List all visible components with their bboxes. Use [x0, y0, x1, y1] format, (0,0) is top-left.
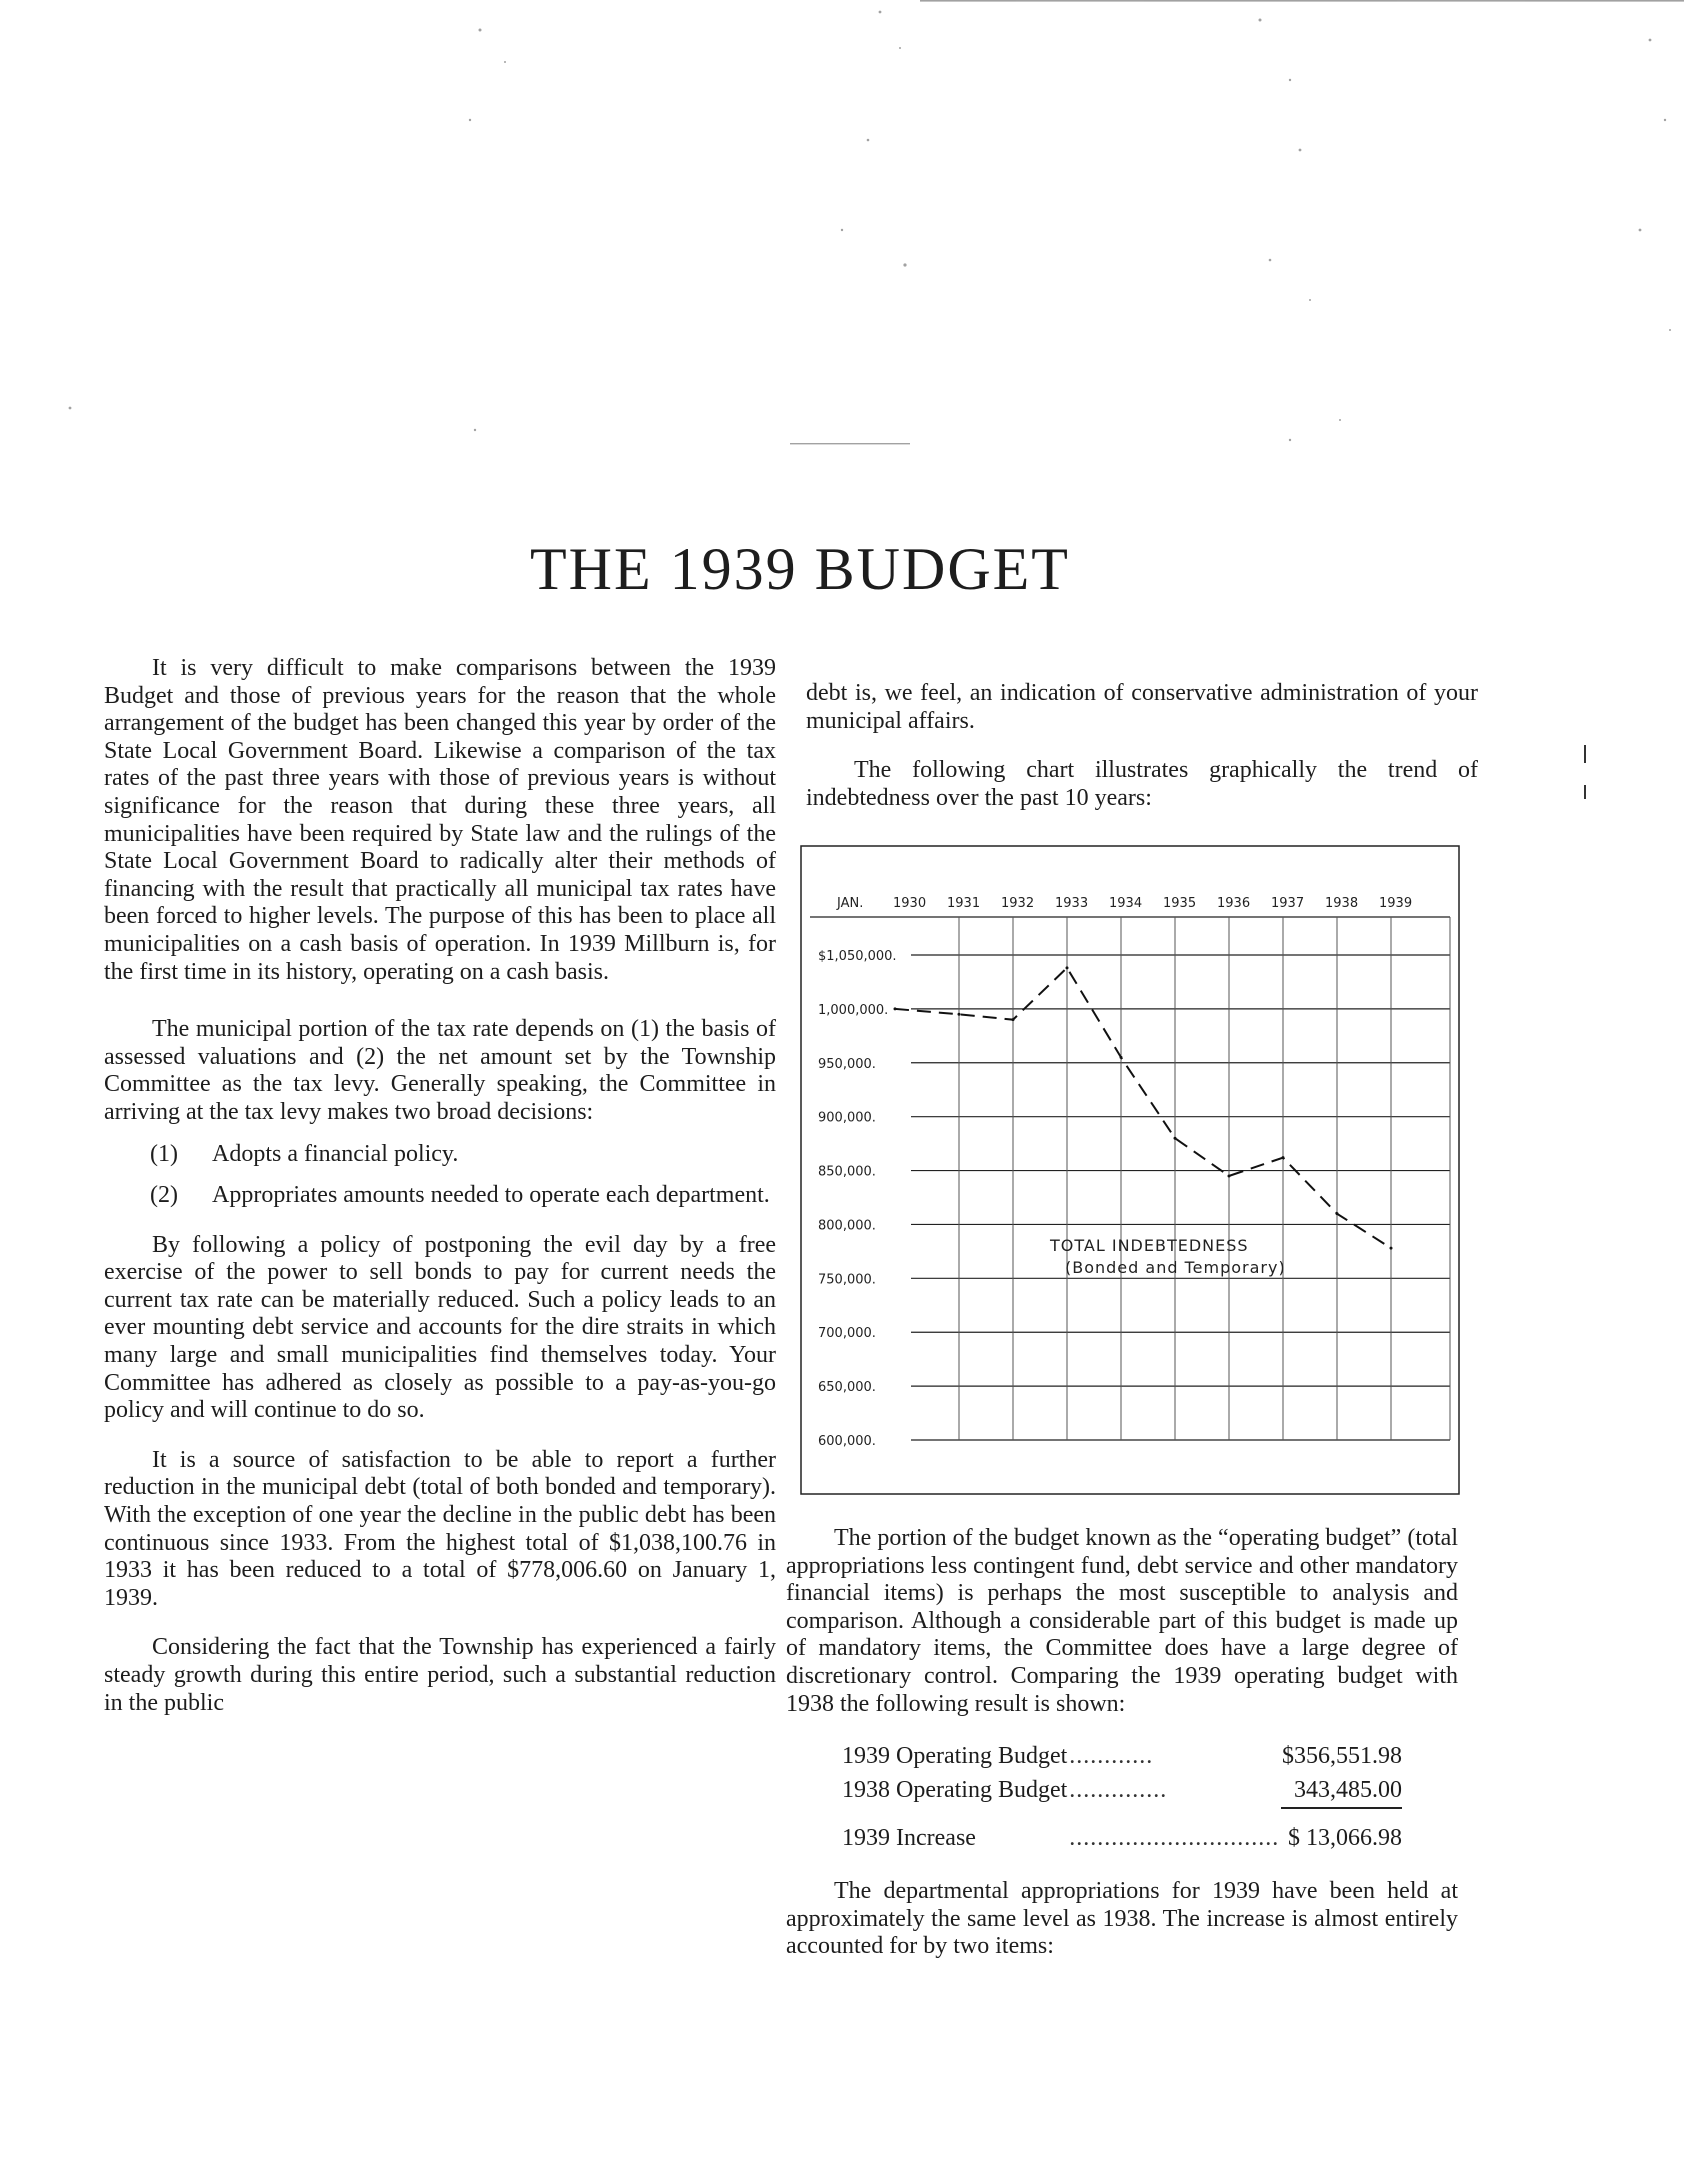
x-tick-label: 1932: [1001, 896, 1035, 911]
conservative-admin-paragraph: debt is, we feel, an indication of conservative administration of your municipal affairs.: [806, 680, 1478, 734]
y-tick-label: 750,000.: [818, 1272, 876, 1288]
y-tick-label: 800,000.: [818, 1218, 876, 1234]
x-tick-label: 1935: [1163, 896, 1197, 911]
budget-amount: 343,485.00: [1294, 1776, 1402, 1803]
y-tick-label: 650,000.: [818, 1380, 876, 1396]
list-item-number: (2): [150, 1182, 178, 1209]
list-item-number: (1): [150, 1140, 178, 1167]
y-tick-label: 1,000,000.: [818, 1002, 889, 1018]
x-tick-label: 1933: [1055, 896, 1089, 911]
table-row: [842, 1774, 1402, 1809]
data-point: [1174, 1137, 1177, 1140]
x-tick-label: 1930: [893, 896, 927, 911]
operating-budget-table: [842, 1740, 1402, 1856]
x-tick-label: 1931: [947, 896, 981, 911]
intro-paragraph: It is very difficult to make comparisons between the 1939 Budget and those of previous years for the reason that the whole arrangement of the budget has been changed this year by order of the State Local Government Board. Likewise a comparison of the tax rates of the past three years with those of previous years is without significance for the reason that during these three years, all municipalities have been required by State law and the rulings of the State Local Government Board to radically alter their methods of financing with the result that practically all municipal tax rates have been forced to higher levels. The purpose of this has been to place all municipalities on a cash basis of operation. In 1939 Millburn is, for the first time in its history, operating on a cash basis.: [104, 655, 776, 985]
series-line: [895, 968, 1391, 1248]
list-item-text: Appropriates amounts needed to operate each department.: [212, 1182, 770, 1209]
x-axis-prefix: JAN.: [837, 896, 864, 911]
data-point: [1336, 1212, 1339, 1215]
data-point: [958, 1013, 961, 1016]
budget-label: 1938 Operating Budget: [842, 1777, 1068, 1804]
right-column-top: [806, 680, 1478, 812]
table-row: [842, 1740, 1402, 1774]
debt-reduction-paragraph: It is a source of satisfaction to be able to report a further reduction in the municipal debt (total of both bonded and temporary). With the exception of one year the decline in the public debt has been continuous since 1933. From the highest total of $1,038,100.76 in 1933 it has been reduced to a total of $778,006.60 on January 1, 1939.: [104, 1446, 776, 1611]
dot-leader: ............: [1069, 1743, 1154, 1770]
x-tick-label: 1936: [1217, 896, 1251, 911]
x-tick-label: 1939: [1379, 896, 1413, 911]
table-row: [842, 1808, 1402, 1856]
data-point: [1012, 1018, 1015, 1021]
data-point: [894, 1007, 897, 1010]
data-point: [1120, 1056, 1123, 1059]
tax-rate-paragraph: The municipal portion of the tax rate depends on (1) the basis of assessed valuations and (2) the net amount set by the Township Committee as the tax levy. Generally speaking, the Committee in arriving at the tax levy makes two broad decisions:: [104, 1016, 776, 1125]
budget-amount: $356,551.98: [1282, 1743, 1402, 1770]
x-tick-label: 1934: [1109, 896, 1143, 911]
y-tick-label: 950,000.: [818, 1056, 876, 1072]
page-title: THE 1939 BUDGET: [530, 536, 1070, 602]
chart-intro-paragraph: The following chart illustrates graphically the trend of indebtedness over the past 10 years:: [806, 757, 1478, 811]
margin-mark: [1584, 785, 1586, 799]
indebtedness-chart: [800, 845, 1460, 1495]
growth-paragraph: Considering the fact that the Township has experienced a fairly steady growth during this entire period, such a substantial reduction in the public: [104, 1634, 776, 1716]
left-column: [104, 655, 776, 1717]
list-item-text: Adopts a financial policy.: [212, 1140, 459, 1167]
increase-amount: $ 13,066.98: [1281, 1808, 1402, 1856]
right-column-bottom: [786, 1525, 1458, 1961]
data-point: [1228, 1174, 1231, 1177]
data-point: [1282, 1156, 1285, 1159]
dot-leader: ..............................: [1069, 1824, 1280, 1851]
operating-budget-paragraph: The portion of the budget known as the “operating budget” (total appropriations less contingent fund, debt service and other mandatory financial items) is perhaps the most susceptible to analysis and comparison. Although a considerable part of this budget is made up of mandatory items, the Committee does have a large degree of discretionary control. Comparing the 1939 operating budget with 1938 the following result is shown:: [786, 1525, 1458, 1717]
list-item: [104, 1141, 776, 1169]
scan-specks: [0, 0, 1684, 470]
series-caption-sub: (Bonded and Temporary): [1065, 1258, 1286, 1277]
increase-label: 1939 Increase: [842, 1824, 976, 1851]
y-tick-label: 850,000.: [818, 1164, 876, 1180]
y-tick-label: 600,000.: [818, 1434, 876, 1449]
policy-paragraph: By following a policy of postponing the evil day by a free exercise of the power to sell bonds to pay for current needs the current tax rate can be materially reduced. Such a policy leads to an ever mounting debt service and accounts for the dire straits in which many large and small municipalities find themselves today. Your Committee has adhered as closely as possible to a pay-as-you-go policy and will continue to do so.: [104, 1231, 776, 1424]
chart-canvas: [800, 845, 1460, 1495]
x-tick-label: 1937: [1271, 896, 1305, 911]
y-tick-label: 900,000.: [818, 1110, 876, 1126]
margin-mark: [1584, 745, 1586, 763]
list-item: [104, 1182, 776, 1210]
y-tick-label: 700,000.: [818, 1326, 876, 1342]
budget-label: 1939 Operating Budget: [842, 1743, 1068, 1770]
data-point: [1390, 1247, 1393, 1250]
y-tick-label: $1,050,000.: [818, 949, 897, 964]
departmental-paragraph: The departmental appropriations for 1939 have been held at approximately the same level as 1938. The increase is almost entirely accounted for by two items:: [786, 1877, 1458, 1960]
x-tick-label: 1938: [1325, 896, 1359, 911]
data-point: [1066, 966, 1069, 969]
series-caption: TOTAL INDEBTEDNESS: [1050, 1236, 1249, 1255]
dot-leader: ..............: [1069, 1777, 1168, 1804]
